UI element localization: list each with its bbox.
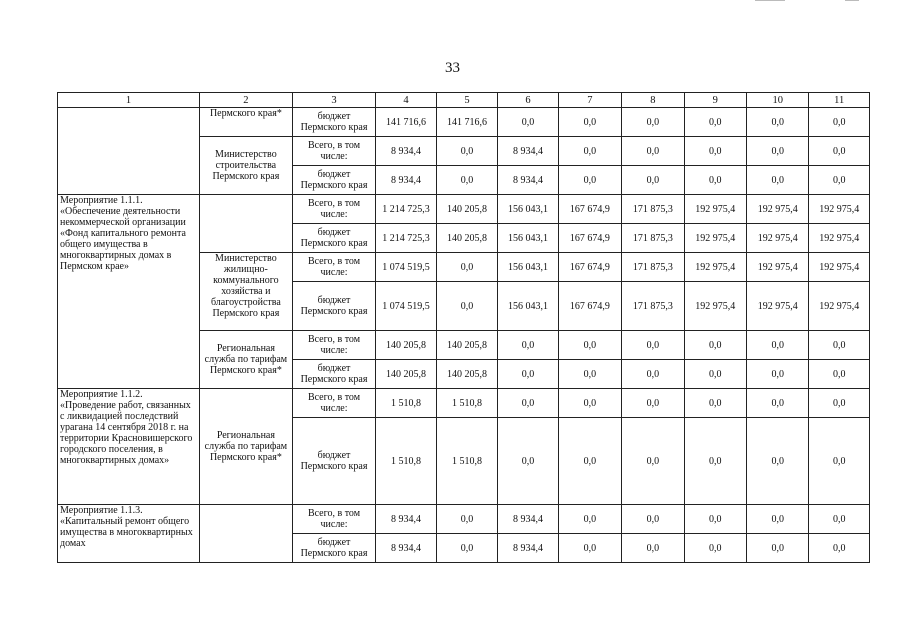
budget-table — [57, 92, 870, 563]
executor-cell: Пермского края* — [200, 108, 293, 137]
value-cell: 192 975,4 — [809, 195, 870, 224]
value-cell: 192 975,4 — [684, 253, 746, 282]
source-cell: бюджет Пермского края — [292, 224, 376, 253]
value-cell: 0,0 — [622, 108, 684, 137]
value-cell: 171 875,3 — [622, 195, 684, 224]
value-cell: 0,0 — [498, 418, 558, 505]
value-cell: 8 934,4 — [498, 137, 558, 166]
source-cell: Всего, в том числе: — [292, 137, 376, 166]
table-row — [58, 195, 870, 224]
source-cell: бюджет Пермского края — [292, 418, 376, 505]
value-cell: 0,0 — [558, 137, 621, 166]
value-cell: 0,0 — [747, 389, 809, 418]
value-cell: 141 716,6 — [376, 108, 436, 137]
value-cell: 192 975,4 — [809, 224, 870, 253]
value-cell: 171 875,3 — [622, 282, 684, 331]
value-cell: 0,0 — [558, 108, 621, 137]
value-cell: 0,0 — [684, 505, 746, 534]
value-cell: 0,0 — [684, 389, 746, 418]
source-cell: бюджет Пермского края — [292, 360, 376, 389]
value-cell: 0,0 — [436, 137, 497, 166]
value-cell: 0,0 — [809, 418, 870, 505]
value-cell: 0,0 — [684, 534, 746, 563]
value-cell: 192 975,4 — [684, 282, 746, 331]
value-cell: 0,0 — [622, 331, 684, 360]
value-cell: 0,0 — [747, 534, 809, 563]
value-cell: 1 074 519,5 — [376, 282, 436, 331]
column-number: 11 — [809, 93, 870, 108]
value-cell: 0,0 — [622, 137, 684, 166]
value-cell: 0,0 — [747, 360, 809, 389]
value-cell: 140 205,8 — [436, 195, 497, 224]
executor-cell: Министерство строительства Пермского края — [200, 137, 293, 195]
value-cell: 0,0 — [622, 166, 684, 195]
value-cell: 0,0 — [622, 534, 684, 563]
source-cell: Всего, в том числе: — [292, 253, 376, 282]
value-cell: 171 875,3 — [622, 224, 684, 253]
executor-cell: Региональная служба по тарифам Пермского края* — [200, 389, 293, 505]
executor-cell: Министерство жилищно-коммунального хозяйства и благоустройства Пермского края — [200, 253, 293, 331]
value-cell: 156 043,1 — [498, 224, 558, 253]
value-cell: 0,0 — [809, 534, 870, 563]
value-cell: 156 043,1 — [498, 195, 558, 224]
value-cell: 8 934,4 — [498, 505, 558, 534]
column-number: 9 — [684, 93, 746, 108]
value-cell: 0,0 — [747, 166, 809, 195]
value-cell: 0,0 — [558, 418, 621, 505]
value-cell: 0,0 — [684, 418, 746, 505]
table-row — [58, 389, 870, 418]
value-cell: 0,0 — [558, 534, 621, 563]
value-cell: 192 975,4 — [747, 224, 809, 253]
value-cell: 0,0 — [558, 389, 621, 418]
value-cell: 0,0 — [436, 282, 497, 331]
value-cell: 167 674,9 — [558, 282, 621, 331]
value-cell: 0,0 — [622, 505, 684, 534]
value-cell: 167 674,9 — [558, 224, 621, 253]
value-cell: 167 674,9 — [558, 195, 621, 224]
value-cell: 0,0 — [809, 331, 870, 360]
value-cell: 1 510,8 — [436, 389, 497, 418]
value-cell: 0,0 — [498, 331, 558, 360]
executor-cell — [200, 505, 293, 563]
source-cell: бюджет Пермского края — [292, 534, 376, 563]
value-cell: 0,0 — [558, 505, 621, 534]
measure-cell: Мероприятие 1.1.1. «Обеспечение деятельности некоммерческой организации «Фонд капитального ремонта общего имущества в многоквартирных домах в Пермском крае» — [58, 195, 200, 389]
value-cell: 192 975,4 — [747, 282, 809, 331]
value-cell: 0,0 — [436, 253, 497, 282]
value-cell: 0,0 — [558, 331, 621, 360]
value-cell: 1 510,8 — [376, 389, 436, 418]
column-number: 3 — [292, 93, 376, 108]
column-number: 4 — [376, 93, 436, 108]
value-cell: 0,0 — [747, 505, 809, 534]
value-cell: 1 214 725,3 — [376, 224, 436, 253]
value-cell: 8 934,4 — [376, 166, 436, 195]
column-number: 5 — [436, 93, 497, 108]
value-cell: 1 214 725,3 — [376, 195, 436, 224]
value-cell: 156 043,1 — [498, 253, 558, 282]
value-cell: 0,0 — [809, 108, 870, 137]
value-cell: 0,0 — [622, 389, 684, 418]
value-cell: 0,0 — [684, 108, 746, 137]
column-number: 7 — [558, 93, 621, 108]
value-cell: 171 875,3 — [622, 253, 684, 282]
value-cell: 0,0 — [747, 137, 809, 166]
value-cell: 141 716,6 — [436, 108, 497, 137]
value-cell: 0,0 — [684, 137, 746, 166]
value-cell: 192 975,4 — [684, 224, 746, 253]
measure-cell: Мероприятие 1.1.2. «Проведение работ, связанных с ликвидацией последствий урагана 14 сентября 2018 г. на территории Красновишерского городского поселения, в многоквартирных домах» — [58, 389, 200, 505]
table-row — [58, 505, 870, 534]
value-cell: 0,0 — [809, 166, 870, 195]
value-cell: 0,0 — [809, 360, 870, 389]
value-cell: 8 934,4 — [376, 137, 436, 166]
value-cell: 0,0 — [436, 534, 497, 563]
column-numbers-row — [58, 93, 870, 108]
value-cell: 192 975,4 — [747, 195, 809, 224]
executor-cell: Региональная служба по тарифам Пермского края* — [200, 331, 293, 389]
source-cell: бюджет Пермского края — [292, 166, 376, 195]
value-cell: 0,0 — [436, 166, 497, 195]
value-cell: 0,0 — [747, 331, 809, 360]
value-cell: 140 205,8 — [376, 360, 436, 389]
source-cell: Всего, в том числе: — [292, 505, 376, 534]
value-cell: 0,0 — [809, 389, 870, 418]
source-cell: Всего, в том числе: — [292, 331, 376, 360]
page-number: 33 — [445, 60, 460, 76]
executor-cell — [200, 195, 293, 253]
source-cell: бюджет Пермского края — [292, 108, 376, 137]
value-cell: 8 934,4 — [376, 534, 436, 563]
value-cell: 192 975,4 — [684, 195, 746, 224]
value-cell: 0,0 — [436, 505, 497, 534]
value-cell: 8 934,4 — [498, 166, 558, 195]
column-number: 10 — [747, 93, 809, 108]
source-cell: Всего, в том числе: — [292, 389, 376, 418]
value-cell: 0,0 — [809, 505, 870, 534]
value-cell: 0,0 — [498, 389, 558, 418]
table-row — [58, 108, 870, 137]
value-cell: 0,0 — [747, 418, 809, 505]
value-cell: 156 043,1 — [498, 282, 558, 331]
source-cell: бюджет Пермского края — [292, 282, 376, 331]
value-cell: 140 205,8 — [436, 331, 497, 360]
value-cell: 0,0 — [558, 360, 621, 389]
value-cell: 0,0 — [809, 137, 870, 166]
value-cell: 1 510,8 — [436, 418, 497, 505]
value-cell: 0,0 — [622, 360, 684, 389]
scan-artifact — [745, 0, 885, 2]
value-cell: 1 510,8 — [376, 418, 436, 505]
value-cell: 0,0 — [684, 166, 746, 195]
value-cell: 0,0 — [498, 108, 558, 137]
column-number: 8 — [622, 93, 684, 108]
value-cell: 167 674,9 — [558, 253, 621, 282]
value-cell: 192 975,4 — [809, 282, 870, 331]
value-cell: 140 205,8 — [376, 331, 436, 360]
column-number: 6 — [498, 93, 558, 108]
measure-cell: Мероприятие 1.1.3. «Капитальный ремонт общего имущества в многоквартирных домах — [58, 505, 200, 563]
value-cell: 0,0 — [622, 418, 684, 505]
measure-cell — [58, 108, 200, 195]
value-cell: 8 934,4 — [376, 505, 436, 534]
value-cell: 0,0 — [498, 360, 558, 389]
value-cell: 0,0 — [684, 360, 746, 389]
value-cell: 192 975,4 — [747, 253, 809, 282]
value-cell: 1 074 519,5 — [376, 253, 436, 282]
source-cell: Всего, в том числе: — [292, 195, 376, 224]
value-cell: 0,0 — [747, 108, 809, 137]
value-cell: 8 934,4 — [498, 534, 558, 563]
value-cell: 0,0 — [558, 166, 621, 195]
value-cell: 140 205,8 — [436, 360, 497, 389]
value-cell: 140 205,8 — [436, 224, 497, 253]
value-cell: 192 975,4 — [809, 253, 870, 282]
value-cell: 0,0 — [684, 331, 746, 360]
column-number: 1 — [58, 93, 200, 108]
column-number: 2 — [200, 93, 293, 108]
